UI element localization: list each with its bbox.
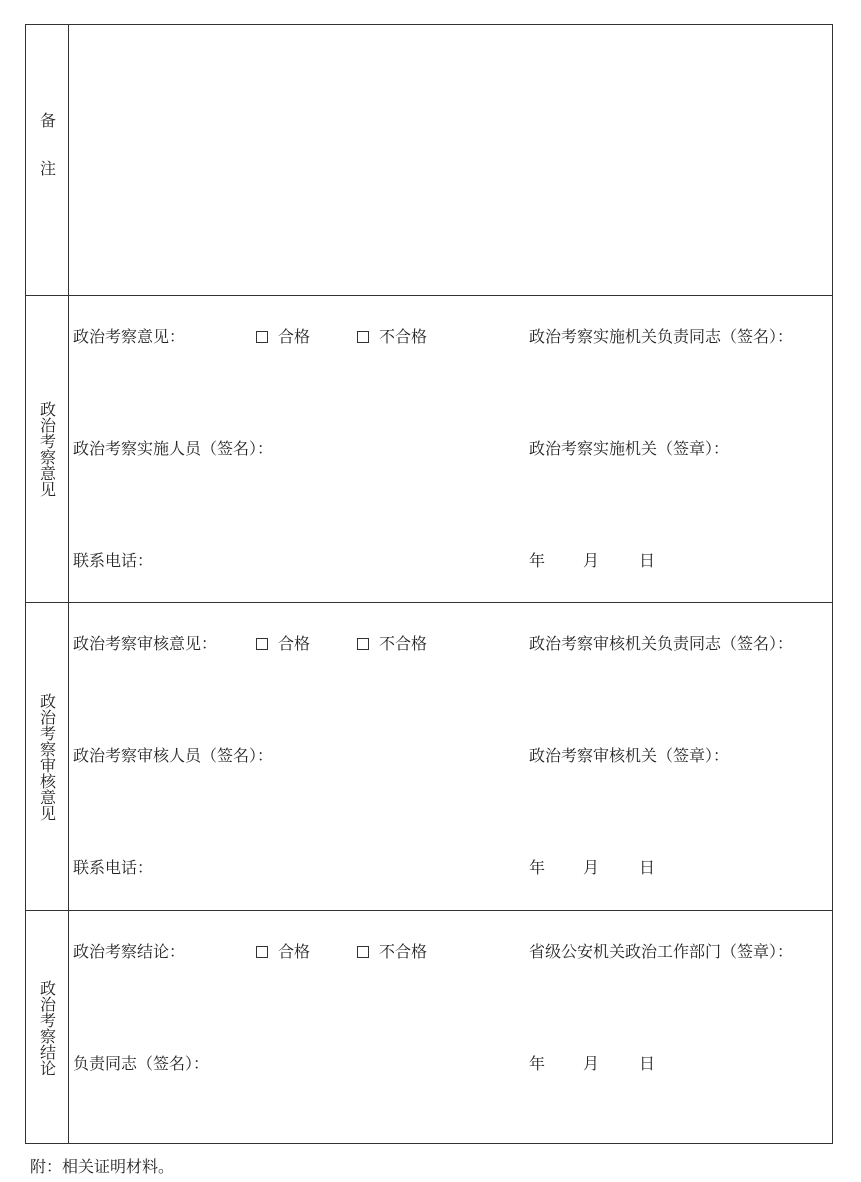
year-label: 年	[529, 551, 546, 570]
label-column-divider	[68, 24, 69, 1144]
opinion-phone-label: 联系电话：	[73, 551, 154, 570]
year-label: 年	[529, 858, 546, 877]
remarks-label: 备注	[37, 112, 57, 208]
day-label: 日	[639, 1054, 656, 1073]
month-label: 月	[583, 551, 600, 570]
opinion-org-seal: 政治考察实施机关（签章）：	[529, 439, 730, 458]
row-divider-2	[25, 602, 833, 603]
opinion-field-label: 政治考察意见：	[73, 327, 186, 346]
conclusion-section-label: 政治考察结论	[37, 979, 57, 1076]
checkbox-icon[interactable]	[357, 946, 369, 958]
opinion-responsible-signature: 政治考察实施机关负责同志（签名）：	[529, 327, 794, 346]
checkbox-icon[interactable]	[357, 638, 369, 650]
month-label: 月	[583, 1054, 600, 1073]
month-label: 月	[583, 858, 600, 877]
review-responsible-signature: 政治考察审核机关负责同志（签名）：	[529, 634, 794, 653]
checkbox-icon[interactable]	[256, 331, 268, 343]
day-label: 日	[639, 551, 656, 570]
checkbox-icon[interactable]	[357, 331, 369, 343]
conclusion-dept-seal: 省级公安机关政治工作部门（签章）：	[529, 942, 794, 961]
conclusion-fail-option[interactable]: 不合格	[357, 942, 427, 962]
checkbox-icon[interactable]	[256, 638, 268, 650]
conclusion-pass-option[interactable]: 合格	[256, 942, 310, 962]
day-label: 日	[639, 858, 656, 877]
conclusion-responsible-signature: 负责同志（签名）：	[73, 1054, 210, 1073]
review-org-seal: 政治考察审核机关（签章）：	[529, 746, 730, 765]
row-divider-1	[25, 295, 833, 296]
row-divider-3	[25, 910, 833, 911]
checkbox-icon[interactable]	[256, 946, 268, 958]
review-fail-option[interactable]: 不合格	[357, 634, 427, 654]
attachment-note: 附：相关证明材料。	[30, 1157, 175, 1176]
review-field-label: 政治考察审核意见：	[73, 634, 218, 653]
opinion-staff-signature: 政治考察实施人员（签名）：	[73, 439, 274, 458]
year-label: 年	[529, 1054, 546, 1073]
opinion-pass-option[interactable]: 合格	[256, 327, 310, 347]
opinion-fail-option[interactable]: 不合格	[357, 327, 427, 347]
conclusion-field-label: 政治考察结论：	[73, 942, 186, 961]
review-pass-option[interactable]: 合格	[256, 634, 310, 654]
review-section-label: 政治考察审核意见	[37, 692, 57, 821]
opinion-section-label: 政治考察意见	[37, 401, 57, 497]
review-phone-label: 联系电话：	[73, 858, 154, 877]
review-staff-signature: 政治考察审核人员（签名）：	[73, 746, 274, 765]
remarks-field[interactable]	[70, 26, 831, 294]
